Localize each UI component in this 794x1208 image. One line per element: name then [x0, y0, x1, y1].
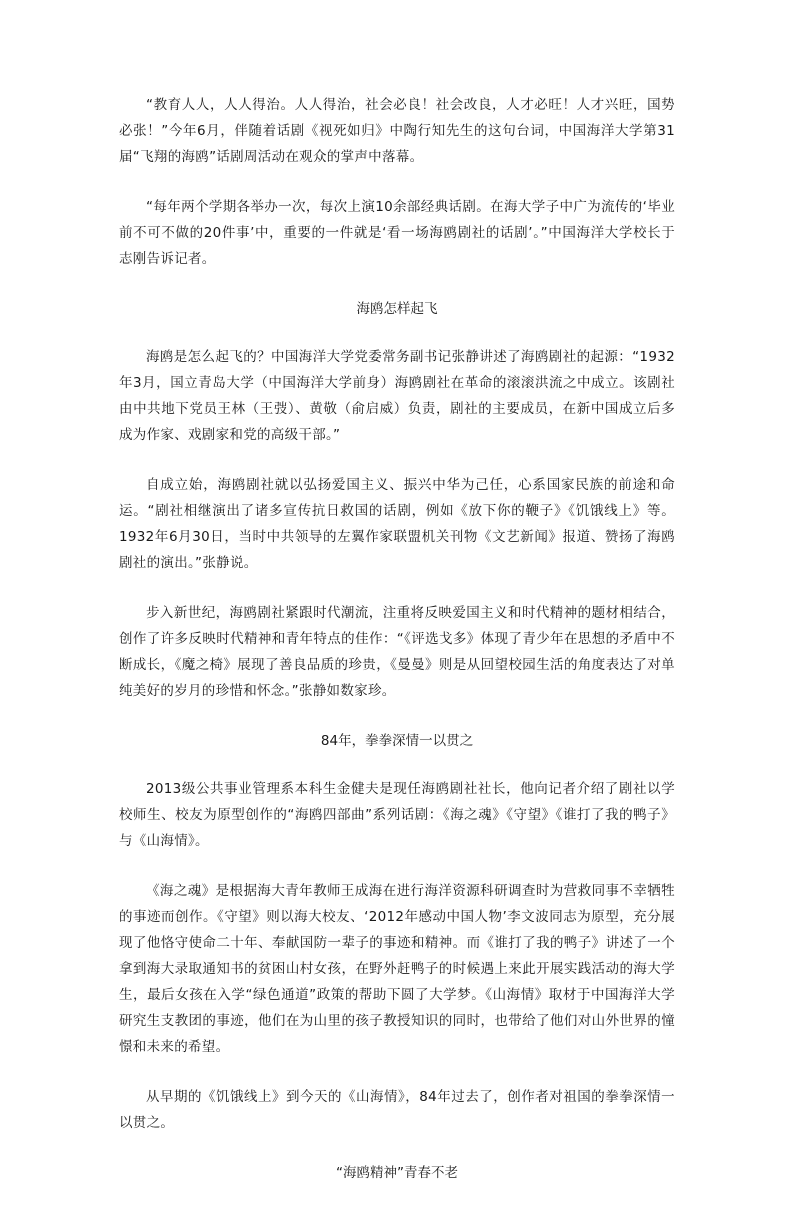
paragraph-origin: 海鸥是怎么起飞的？中国海洋大学党委常务副书记张静讲述了海鸥剧社的起源：“1932年3月，国立青岛大学（中国海洋大学前身）海鸥剧社在革命的滚滚洪流之中成立。该剧社由中共地下党员王林（王弢）、黄敬（俞启威）负责，剧社的主要成员，在新中国成立后多成为作家、戏剧家和党的高级干部。” [119, 349, 675, 443]
article-body [119, 92, 675, 1208]
section-heading-spirit: “海鸥精神”青春不老 [336, 1165, 458, 1181]
paragraph-play-descriptions: 《海之魂》是根据海大青年教师王成海在进行海洋资源科研调查时为营救同事不幸牺牲的事迹而创作。《守望》则以海大校友、‘2012年感动中国人物’李文波同志为原型，充分展现了他恪守使命二十年、奉献国防一辈子的事迹和精神。而《谁打了我的鸭子》讲述了一个拿到海大录取通知书的贫困山村女孩，在野外赶鸭子的时候遇上来此开展实践活动的海大学生，最后女孩在入学“绿色通道”政策的帮助下圆了大学梦。《山海情》取材于中国海洋大学研究生支教团的事迹，他们在为山里的孩子教授知识的同时，也带给了他们对山外世界的憧憬和未来的希望。 [119, 883, 675, 1055]
paragraph-four-plays: 2013级公共事业管理系本科生金健夫是现任海鸥剧社社长，他向记者介绍了剧社以学校师生、校友为原型创作的“海鸥四部曲”系列话剧：《海之魂》《守望》《谁打了我的鸭子》与《山海情》。 [119, 781, 675, 849]
paragraph-intro-quote: “教育人人，人人得治。人人得治，社会必良！社会改良，人才必旺！人才兴旺，国势必张！”今年6月，伴随着话剧《视死如归》中陶行知先生的这句台词，中国海洋大学第31届“飞翔的海鸥”话剧周活动在观众的掌声中落幕。 [119, 97, 675, 165]
section-heading-origin: 海鸥怎样起飞 [356, 301, 438, 317]
paragraph-principal-quote: “每年两个学期各举办一次，每次上演10余部经典话剧。在海大学子中广为流传的‘毕业前不可不做的20件事’中，重要的一件就是‘看一场海鸥剧社的话剧’。”中国海洋大学校长于志刚告诉记者。 [119, 199, 675, 267]
paragraph-early-plays: 自成立始，海鸥剧社就以弘扬爱国主义、振兴中华为己任，心系国家民族的前途和命运。“剧社相继演出了诸多宣传抗日救国的话剧，例如《放下你的鞭子》《饥饿线上》等。1932年6月30日，当时中共领导的左翼作家联盟机关刊物《文艺新闻》报道、赞扬了海鸥剧社的演出。”张静说。 [119, 477, 675, 571]
section-heading-84-years: 84年，拳拳深情一以贯之 [320, 733, 474, 749]
paragraph-conclusion: 从早期的《饥饿线上》到今天的《山海情》，84年过去了，创作者对祖国的拳拳深情一以贯之。 [119, 1089, 675, 1131]
paragraph-new-century: 步入新世纪，海鸥剧社紧跟时代潮流，注重将反映爱国主义和时代精神的题材相结合，创作了许多反映时代精神和青年特点的佳作：“《评选戈多》体现了青少年在思想的矛盾中不断成长，《魔之椅》展现了善良品质的珍贵，《曼曼》则是从回望校园生活的角度表达了对单纯美好的岁月的珍惜和怀念。”张静如数家珍。 [119, 605, 675, 699]
